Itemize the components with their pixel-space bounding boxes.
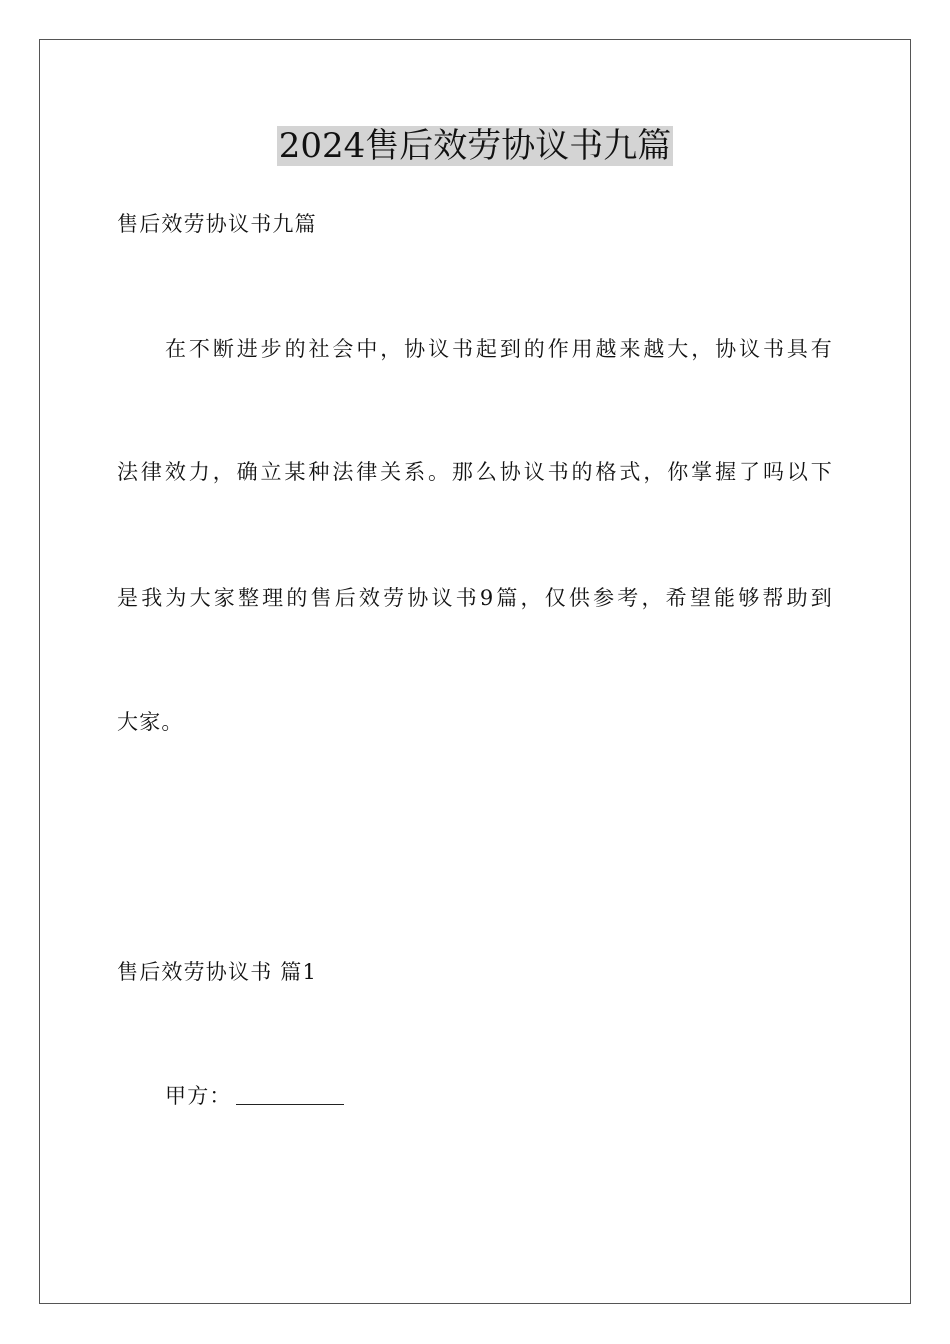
intro-line-2: 法律效力，确立某种法律关系。那么协议书的格式，你掌握了吗以下	[117, 460, 833, 484]
party-a-label: 甲方：	[165, 1084, 232, 1108]
intro-line-1: 在不断进步的社会中，协议书起到的作用越来越大，协议书具有	[165, 337, 833, 361]
section-heading: 售后效劳协议书 篇1	[117, 960, 318, 984]
document-title: 2024售后效劳协议书九篇	[278, 126, 672, 166]
intro-line-4: 大家。	[117, 710, 184, 734]
party-a-blank	[236, 1084, 344, 1105]
document-subtitle: 售后效劳协议书九篇	[117, 212, 317, 236]
party-a-line	[165, 1082, 833, 1110]
intro-line-3: 是我为大家整理的售后效劳协议书9篇，仅供参考，希望能够帮助到	[117, 586, 833, 610]
